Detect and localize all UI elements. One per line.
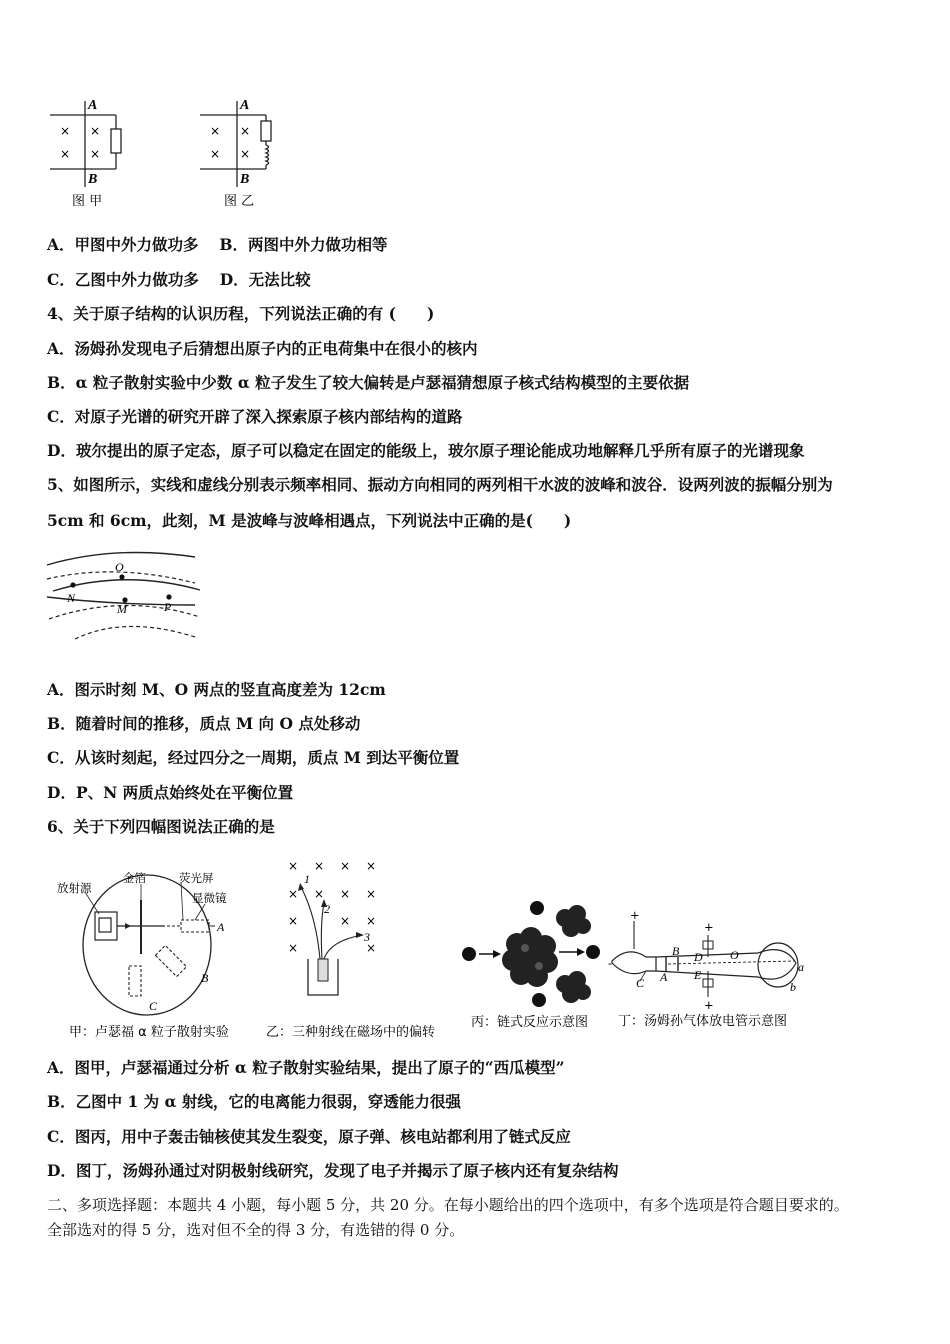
- thomson-tube-figure: [608, 905, 813, 1035]
- label-screen: 荧光屏: [179, 871, 214, 885]
- tube-plus-bottom: +: [704, 998, 714, 1012]
- svg-text:×: ×: [288, 887, 299, 901]
- label-b-yi: B: [240, 172, 250, 187]
- caption-yi: 图 乙: [224, 194, 255, 209]
- wave-label-n: N: [67, 591, 76, 605]
- caption-jia: 图 甲: [72, 194, 103, 209]
- ray-2: 2: [324, 902, 330, 916]
- q5-option-a: A．图示时刻 M、O 两点的竖直高度差为 12cm: [47, 680, 386, 699]
- circuit-yi: [200, 101, 271, 187]
- field-mark: ×: [60, 124, 71, 138]
- q6-stem: 6、关于下列四幅图说法正确的是: [47, 817, 275, 836]
- q4-option-a: A．汤姆孙发现电子后猜想出原子内的正电荷集中在很小的核内: [47, 339, 478, 358]
- wave-label-m: M: [117, 602, 127, 616]
- q5-stem-line1: 5、如图所示，实线和虚线分别表示频率相同、振动方向相同的两列相干水波的波峰和波谷．设两列波的振幅分别为: [47, 475, 833, 494]
- q4-option-b: B．α 粒子散射实验中少数 α 粒子发生了较大偏转是卢瑟福猜想原子核式结构模型的主要依据: [47, 373, 690, 392]
- svg-text:×: ×: [340, 887, 351, 901]
- tube-label-a-screen: a: [798, 960, 804, 974]
- chain-reaction-figure: [455, 892, 605, 1032]
- label-b-jia: B: [88, 172, 98, 187]
- q4-option-c: C．对原子光谱的研究开辟了深入探索原子核内部结构的道路: [47, 407, 463, 426]
- tube-label-e: E: [694, 968, 702, 982]
- label-a-yi: A: [240, 98, 250, 113]
- q6-option-a: A．图甲，卢瑟福通过分析 α 粒子散射实验结果，提出了原子的“西瓜模型”: [47, 1058, 565, 1077]
- svg-text:×: ×: [366, 941, 377, 955]
- section2-heading-line1: 二、多项选择题：本题共 4 小题，每小题 5 分，共 20 分。在每小题给出的四个选项中，有多个选项是符合题目要求的。: [47, 1196, 849, 1214]
- svg-text:×: ×: [366, 914, 377, 928]
- alpha-scattering-figure: [55, 860, 250, 1045]
- label-source: 放射源: [57, 881, 92, 895]
- q3-options-line1: A．甲图中外力做功多 B．两图中外力做功相等: [47, 235, 388, 254]
- q5-stem-line2: 5cm 和 6cm，此刻，M 是波峰与波峰相遇点，下列说法中正确的是( ): [47, 511, 572, 530]
- field-mark: ×: [240, 124, 251, 138]
- svg-text:×: ×: [288, 914, 299, 928]
- q4-option-d: D．玻尔提出的原子定态，原子可以稳定在固定的能级上，玻尔原子理论能成功地解释几乎所有原子的光谱现象: [47, 441, 805, 460]
- caption-yi-rays: 乙：三种射线在磁场中的偏转: [266, 1025, 436, 1040]
- caption-bing: 丙：链式反应示意图: [471, 1015, 589, 1030]
- ray-3: 3: [364, 930, 370, 944]
- section2-heading-line2: 全部选对的得 5 分，选对但不全的得 3 分，有选错的得 0 分。: [47, 1221, 465, 1239]
- label-a: A: [217, 920, 225, 934]
- label-microscope: 显微镜: [192, 891, 227, 905]
- wave-label-o: O: [115, 560, 124, 574]
- ray-1: 1: [304, 872, 310, 886]
- q4-stem: 4、关于原子结构的认识历程，下列说法正确的有 ( ): [47, 304, 435, 323]
- tube-plus-top: +: [630, 908, 640, 922]
- q6-option-d: D．图丁，汤姆孙通过对阴极射线研究，发现了电子并揭示了原子核内还有复杂结构: [47, 1161, 619, 1180]
- q6-option-c: C．图丙，用中子轰击铀核使其发生裂变，原子弹、核电站都利用了链式反应: [47, 1127, 571, 1146]
- field-mark: ×: [210, 124, 221, 138]
- q5-option-c: C．从该时刻起，经过四分之一周期，质点 M 到达平衡位置: [47, 748, 460, 767]
- circuit-figures: [40, 95, 300, 213]
- rays-magnetic-figure: [266, 855, 436, 1045]
- svg-text:×: ×: [366, 887, 377, 901]
- q5-option-b: B．随着时间的推移，质点 M 向 O 点处移动: [47, 714, 361, 733]
- svg-text:×: ×: [340, 914, 351, 928]
- wave-label-p: P: [164, 600, 172, 614]
- field-marks: [288, 859, 376, 955]
- svg-text:×: ×: [288, 859, 299, 873]
- svg-text:×: ×: [366, 859, 377, 873]
- field-mark: ×: [90, 124, 101, 138]
- label-b: B: [201, 971, 209, 985]
- tube-label-b: B: [672, 944, 680, 958]
- tube-minus: -: [608, 956, 613, 970]
- tube-label-d: D: [694, 950, 703, 964]
- caption-ding: 丁：汤姆孙气体放电管示意图: [618, 1014, 788, 1029]
- label-foil: 金箔: [123, 871, 146, 885]
- q6-option-b: B．乙图中 1 为 α 射线，它的电离能力很弱，穿透能力很强: [47, 1092, 461, 1111]
- field-mark: ×: [210, 147, 221, 161]
- field-mark: ×: [60, 147, 71, 161]
- svg-text:×: ×: [288, 941, 299, 955]
- tube-label-a: A: [660, 970, 668, 984]
- wave-interference-figure: [45, 545, 205, 645]
- circuit-jia: [50, 101, 121, 187]
- svg-text:×: ×: [314, 887, 325, 901]
- q3-options-line2: C．乙图中外力做功多 D．无法比较: [47, 270, 311, 289]
- tube-plus-d: +: [704, 920, 714, 934]
- caption-jia-scattering: 甲：卢瑟福 α 粒子散射实验: [69, 1025, 229, 1040]
- tube-label-c: C: [636, 976, 645, 990]
- field-mark: ×: [240, 147, 251, 161]
- q5-option-d: D．P、N 两质点始终处在平衡位置: [47, 783, 294, 802]
- label-a-jia: A: [88, 98, 98, 113]
- tube-label-b-screen: b: [790, 980, 796, 994]
- field-mark: ×: [90, 147, 101, 161]
- label-c: C: [149, 999, 158, 1013]
- tube-label-o: O: [730, 948, 739, 962]
- svg-text:×: ×: [340, 859, 351, 873]
- svg-text:×: ×: [314, 859, 325, 873]
